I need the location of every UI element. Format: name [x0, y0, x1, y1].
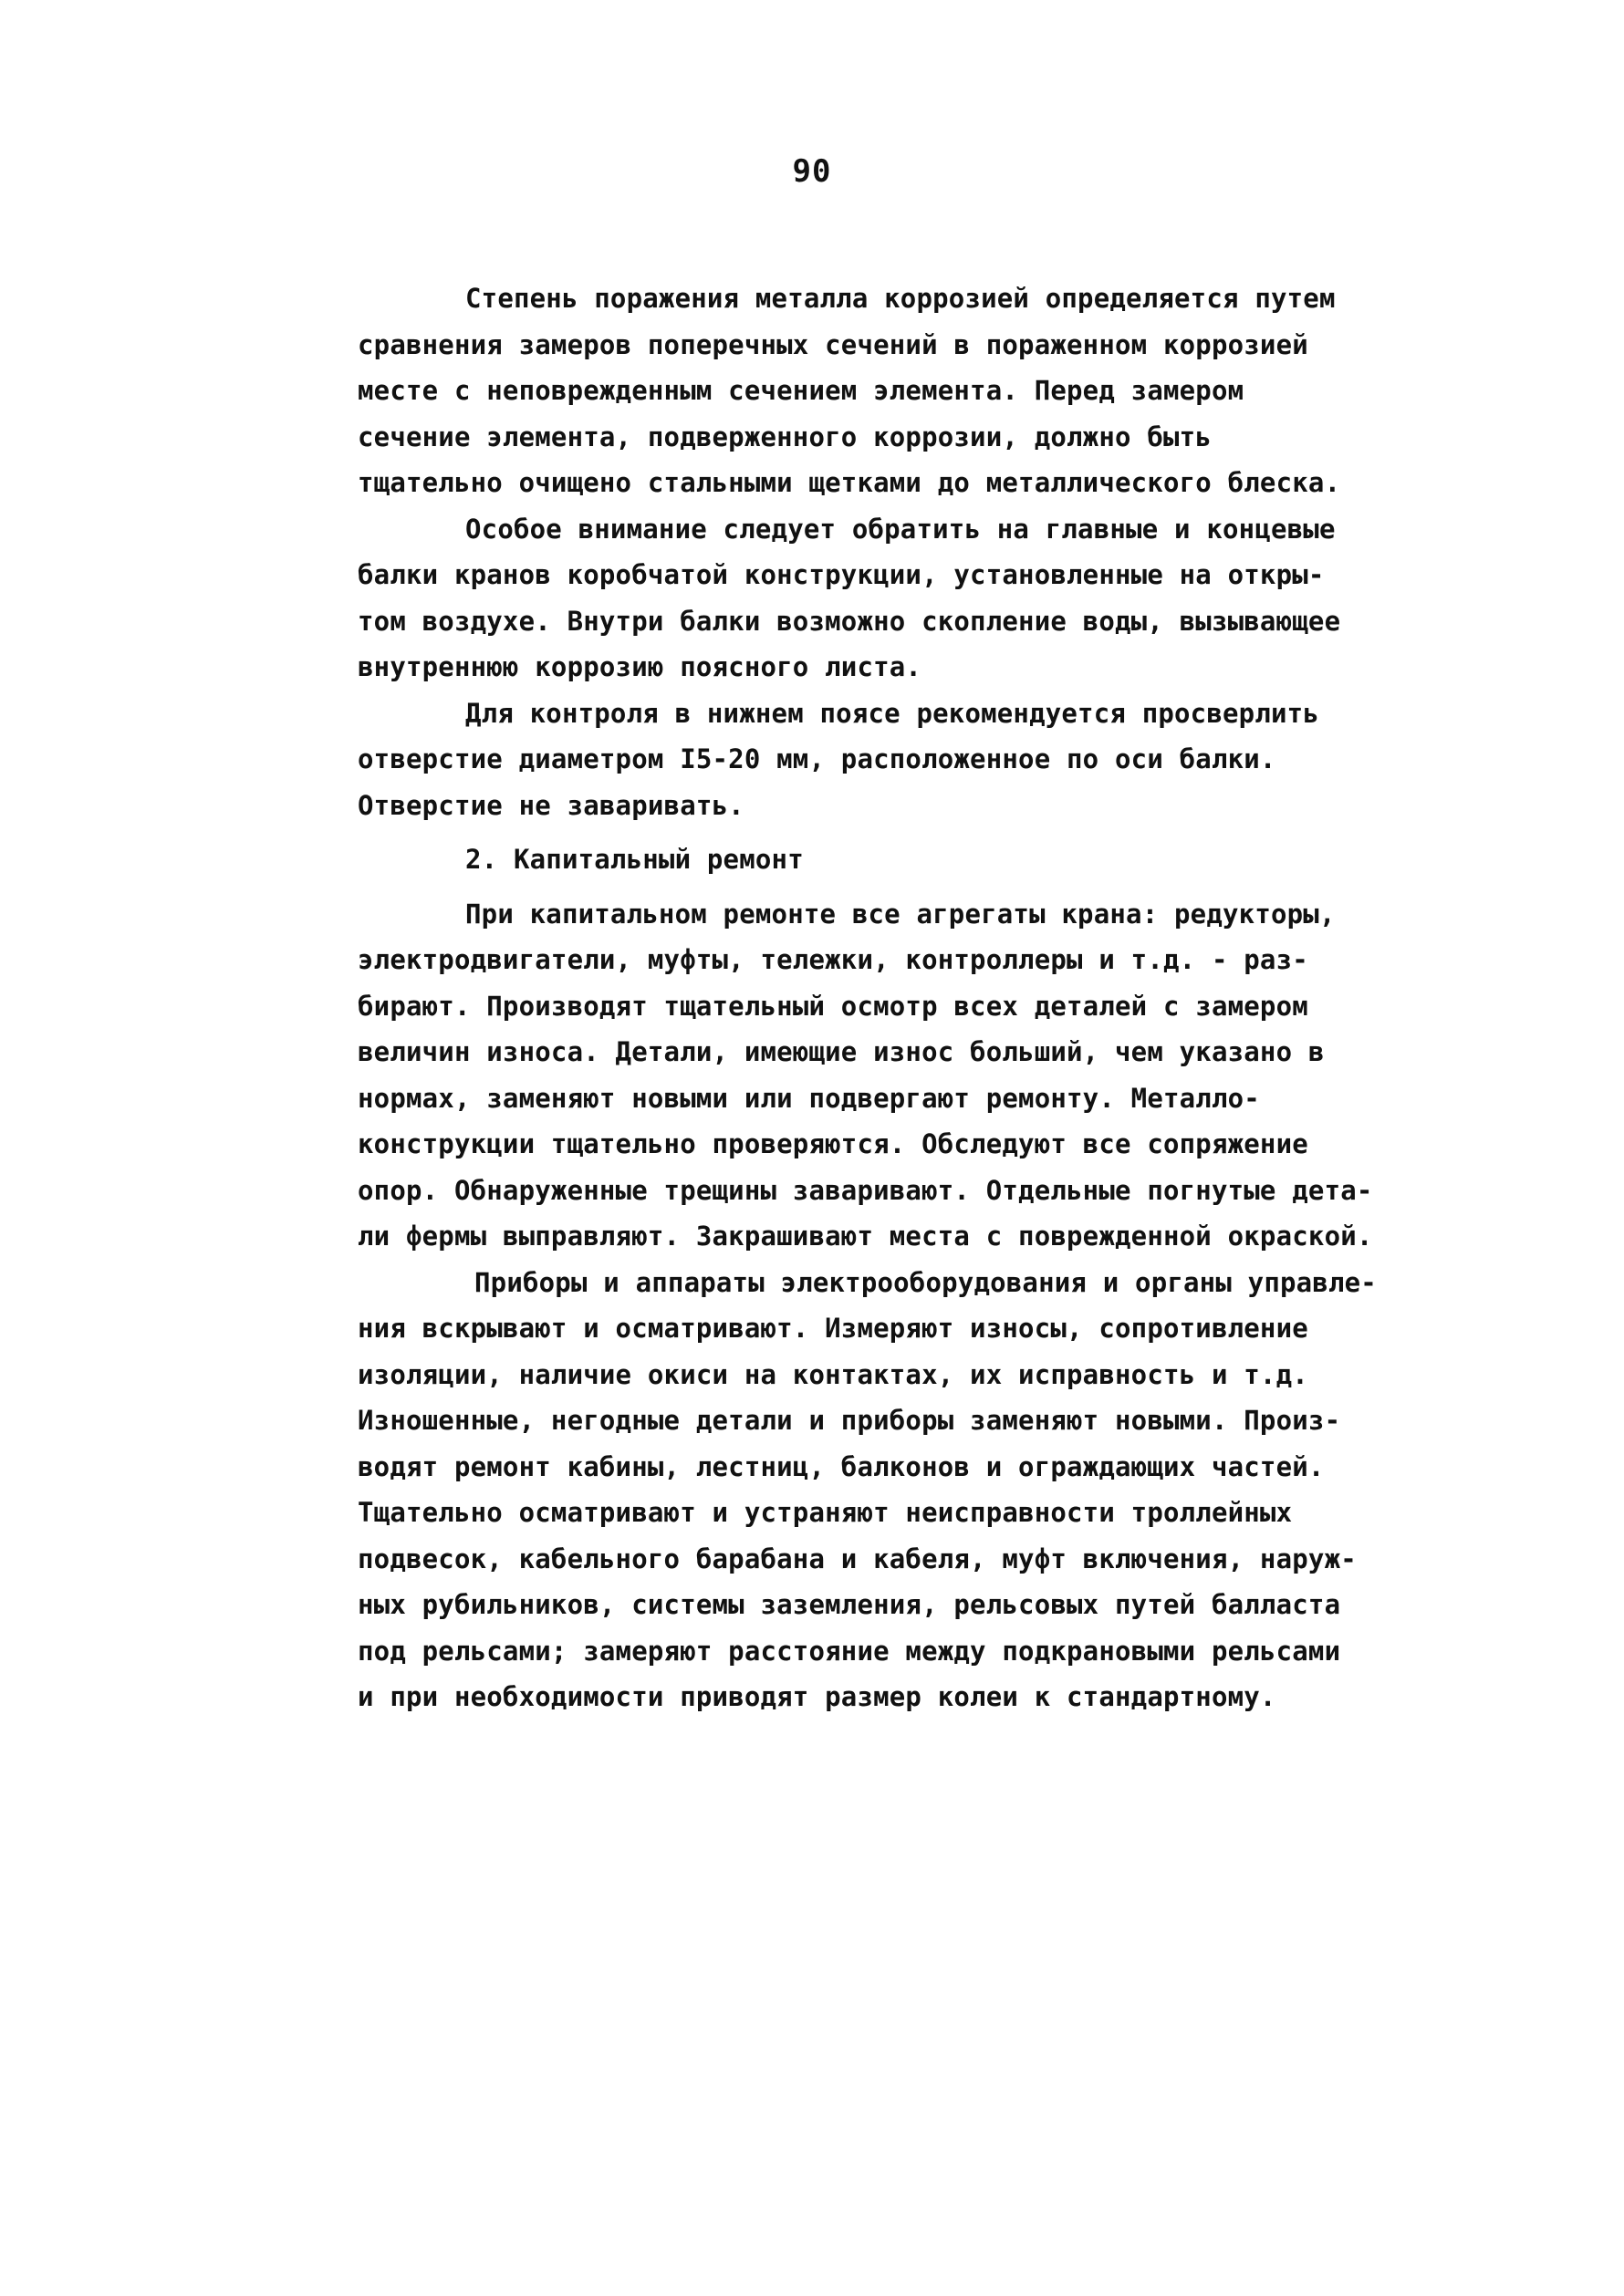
paragraph-line: бирают. Производят тщательный осмотр всех деталей с замером [358, 990, 1308, 1022]
paragraph-line: сравнения замеров поперечных сечений в пораженном коррозией [358, 328, 1308, 360]
body-text [358, 275, 1489, 1720]
paragraph-line: Для контроля в нижнем поясе рекомендуется просверлить [465, 697, 1319, 729]
paragraph-line: сечение элемента, подверженного коррозии, должно быть [358, 421, 1212, 452]
paragraph-line: Тщательно осматривают и устраняют неисправности троллейных [358, 1497, 1293, 1528]
paragraph-line: ных рубильников, системы заземления, рельсовых путей балласта [358, 1589, 1341, 1620]
paragraph-line: подвесок, кабельного барабана и кабеля, муфт включения, наруж- [358, 1543, 1357, 1574]
paragraph-line: том воздухе. Внутри балки возможно скопление воды, вызывающее [358, 605, 1341, 637]
paragraph-line: и при необходимости приводят размер колеи к стандартному. [358, 1681, 1276, 1712]
paragraph-corrosion-assessment [358, 275, 1489, 506]
section-heading: 2. Капитальный ремонт [465, 844, 804, 875]
paragraph-line: под рельсами; замеряют расстояние между подкрановыми рельсами [358, 1635, 1341, 1667]
paragraph-drain-hole [358, 691, 1489, 829]
paragraph-overhaul [358, 891, 1489, 1260]
paragraph-line: ли фермы выправляют. Закрашивают места с поврежденной окраской. [358, 1221, 1373, 1252]
paragraph-line: ния вскрывают и осматривают. Измеряют износы, сопротивление [358, 1313, 1308, 1344]
paragraph-line: конструкции тщательно проверяются. Обследуют все сопряжение [358, 1128, 1308, 1159]
paragraph-line: изоляции, наличие окиси на контактах, их исправность и т.д. [358, 1358, 1308, 1390]
paragraph-line: величин износа. Детали, имеющие износ больший, чем указано в [358, 1036, 1325, 1067]
page-number: 90 [792, 153, 832, 190]
paragraph-line: Приборы и аппараты электрооборудования и органы управле- [474, 1266, 1377, 1298]
paragraph-line: нормах, заменяют новыми или подвергают ремонту. Металло- [358, 1082, 1260, 1114]
paragraph-line: Отверстие не заваривать. [358, 789, 744, 821]
paragraph-line: отверстие диаметром I5-20 мм, расположенное по оси балки. [358, 743, 1276, 774]
paragraph-line: тщательно очищено стальными щетками до металлического блеска. [358, 467, 1341, 498]
paragraph-line: внутреннюю коррозию поясного листа. [358, 651, 922, 682]
paragraph-line: месте с неповрежденным сечением элемента. Перед замером [358, 375, 1244, 406]
paragraph-box-girders [358, 506, 1489, 691]
paragraph-line: Изношенные, негодные детали и приборы заменяют новыми. Произ- [358, 1405, 1341, 1436]
paragraph-line: балки кранов коробчатой конструкции, установленные на откры- [358, 559, 1325, 590]
paragraph-line: опор. Обнаруженные трещины заваривают. Отдельные погнутые дета- [358, 1174, 1373, 1206]
paragraph-line: Степень поражения металла коррозией определяется путем [465, 283, 1336, 314]
paragraph-electrical-equipment [358, 1260, 1489, 1720]
paragraph-line: Особое внимание следует обратить на главные и концевые [465, 513, 1336, 545]
paragraph-line: При капитальном ремонте все агрегаты крана: редукторы, [465, 898, 1336, 930]
paragraph-line: электродвигатели, муфты, тележки, контроллеры и т.д. - раз- [358, 944, 1308, 975]
paragraph-line: водят ремонт кабины, лестниц, балконов и ограждающих частей. [358, 1450, 1325, 1482]
